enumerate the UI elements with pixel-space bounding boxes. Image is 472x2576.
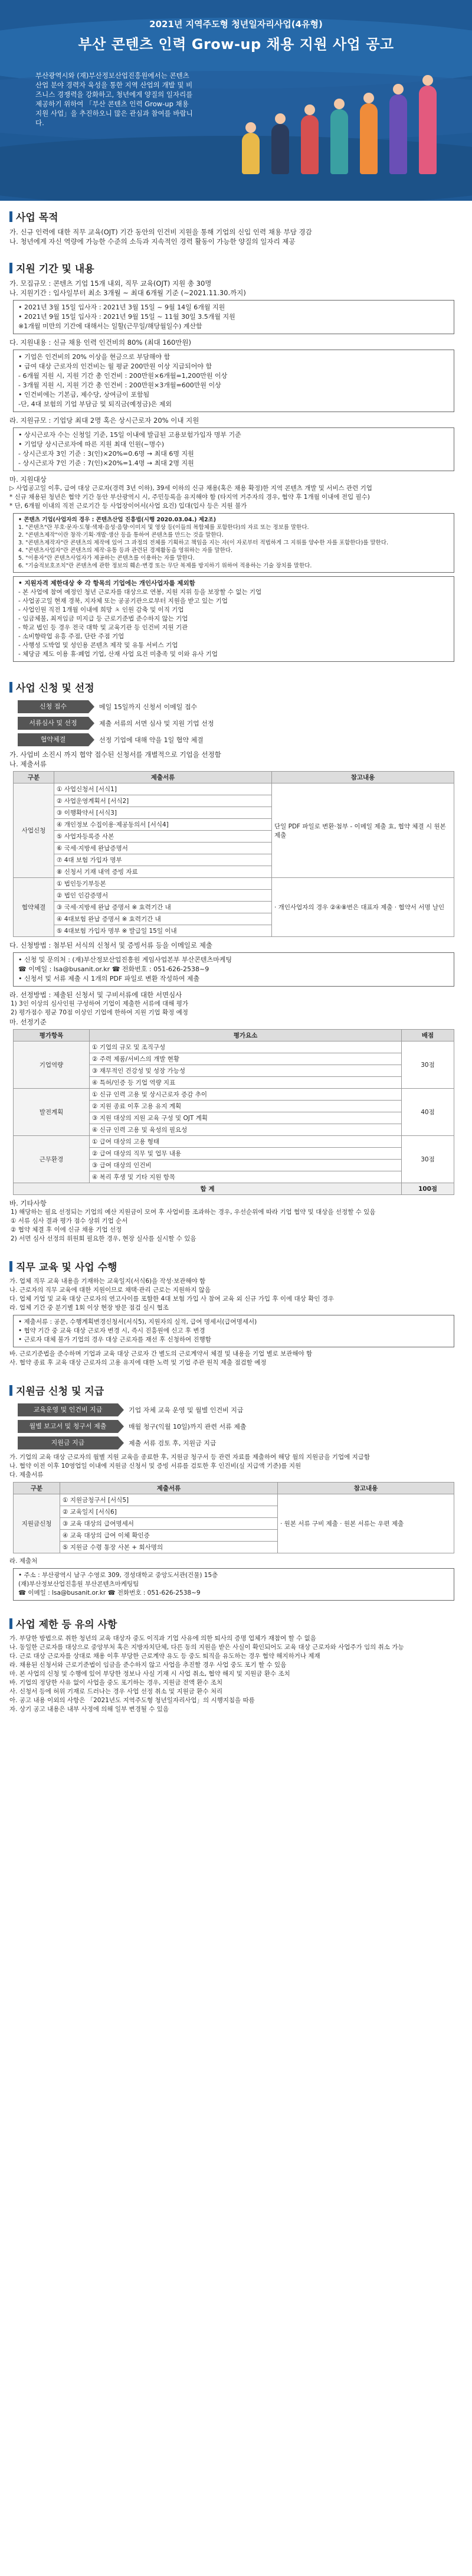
table-header: 제출서류 [60, 1483, 278, 1494]
box-line: • 신청서 및 서류 제출 시 1개의 PDF 파일로 변환 작성하여 제출 [18, 975, 200, 982]
pay-title: 지원금 신청 및 지급 [16, 1386, 104, 1398]
row-document: ③ 이행확약서 [서식3] [54, 807, 272, 819]
purpose-line-2: 나. 청년에게 자신 역량에 가능한 수준의 소득과 지속적인 경력 활동이 가능한 양질의 일자리 제공 [9, 237, 296, 246]
duty-title: 직무 교육 및 사업 수행 [16, 1262, 117, 1274]
box-line: 6. "기술적보호조치"란 콘텐츠에 관한 정보의 훼손·변경 또는 무단 복제를 방지하기 위하여 적용하는 기술 장치를 말한다. [18, 563, 312, 569]
pay-documents-table [13, 1482, 454, 1553]
box-line: • 상시근로자 수는 신청일 기준, 15일 이내에 발급된 고용보험가입자 명부 기준 [18, 431, 241, 439]
box-line: - 사업공고일 현재 경북, 지자체 또는 공공기관으로부터 지원을 받고 있는 기업 [18, 598, 228, 605]
row-group: 협약체결 [14, 878, 54, 937]
box-line: • 기업당 상시근로자에 따른 지원 최대 인원(~명수) [18, 440, 165, 448]
table-row [14, 1136, 454, 1148]
box-line: 1. "콘텐츠"란 부호·문자·도형·색채·음성·음향·이미지 및 영상 등(이들의 복합체를 포함한다)의 자료 또는 정보를 말한다. [18, 524, 309, 531]
box-line: • 협약 기간 중 교육 대상 근로자 변경 시, 즉시 진흥원에 신고 후 변경 [18, 1327, 205, 1334]
flow-step-note: 매월 청구(익월 10일)까지 관련 서류 제출 [129, 1423, 247, 1431]
table-header: 구분 [14, 1483, 60, 1494]
row-document: ④ 개인정보 수집이용·제공동의서 [서식4] [54, 819, 272, 831]
limits-line: 사. 신청서 등에 허위 기재로 드러나는 경우 사업 선정 취소 및 지원금 환수 처리 [9, 1688, 223, 1695]
criteria-table [13, 1029, 454, 1195]
row-document: ⑦ 4대 보험 가입자 명부 [54, 854, 272, 866]
table-header: 평가항목 [14, 1030, 90, 1041]
period-c: 다. 지원내용 : 신규 채용 인력 인건비의 80% (최대 160만원) [9, 338, 191, 347]
table-row [14, 1041, 454, 1053]
box-line: • 2021년 3월 15일 입사자 : 2021년 3월 15일 ~ 9월 14일 6개월 지원 [18, 303, 225, 311]
row-document: ④ 4대보험 완납 증명서 ※ 효력기간 내 [54, 913, 272, 925]
box-line: - 3개월 지원 시, 지원 기간 총 인건비 : 200만원×3개월=600만원 이상 [18, 381, 221, 389]
box-line: • 인건비에는 기본급, 제수당, 상여금이 포함됨 [18, 391, 150, 399]
duty-section [0, 1243, 472, 1367]
limits-line: 바. 기업의 정당한 사유 없이 사업을 중도 포기하는 경우, 지원금 전액 환수 조치 [9, 1679, 223, 1686]
apply-f-line: ② 협약 체결 후 이에 신규 채용 기업 선정 [11, 1226, 122, 1233]
box-line: ※1개월 미만의 기간에 대해서는 일할(근무일/해당월일수) 계산함 [18, 322, 202, 330]
hero-description: 부산광역시와 (재)부산정보산업진흥원에서는 콘텐츠 산업 분야 경력자 육성을 통한 지역 산업의 개발 및 비즈니스 경쟁력을 강화하고, 청년에게 양질의 일자리를 제공하기 위하여 「부산 콘텐츠 인력 Grow-up 채용 지원 사업」을 추진하오니 많은 관심과 참여를 바랍니다. [35, 71, 193, 127]
criteria-item: ① 신규 인력 고용 및 상시근로자 증감 추이 [90, 1089, 402, 1101]
limits-line: 가. 부당한 방법으로 취한 청년의 교육 대상자 중도 이직과 기업 사유에 의한 퇴사의 증명 업체가 재참여 할 수 없음 [9, 1635, 316, 1642]
apply-d-line: 2) 평가점수 평균 70점 이상인 기업에 한하여 지원 기업 확정 예정 [11, 1009, 188, 1016]
criteria-item: ② 주력 제품/서비스의 개발 현황 [90, 1053, 402, 1065]
table-header: 구분 [14, 772, 54, 783]
box-line: - 본 사업에 참여 예정인 청년 근로자를 대상으로 연봉, 지원 지위 등을 보장할 수 없는 기업 [18, 589, 262, 596]
row-document: ④ 교육 대상의 급여 이체 확인증 [60, 1530, 278, 1542]
box-line: • 지원자격 제한대상 ※ 각 항목의 기업에는 개인사업자를 제외함 [18, 580, 195, 587]
duty-box [13, 1315, 454, 1347]
box-line: 3. "콘텐츠제작자"란 콘텐츠의 제작에 있어 그 과정의 전체를 기획하고 책임을 지는 자(이 자로부터 적법하게 그 지위를 양수한 자를 포함한다)를 말한다. [18, 540, 389, 546]
row-document: ⑤ 4대보험 가입자 명부 ※ 발급일 15일 이내 [54, 925, 272, 937]
pay-b: 나. 협약 이전 이후 10영업일 이내에 지원금 신청서 및 증빙 서류를 검토한 후 인건비(실 지급액 기준)를 지원 [9, 1462, 301, 1470]
period-e-line: * 신규 채용된 청년은 협약 기간 동안 부산광역시 시, 주민등록을 유지해야 함 (타지역 거주자의 경우, 협약 후 1개월 이내에 전입 필수) [9, 494, 370, 501]
flow-step-label: 지원금 지급 [18, 1436, 118, 1449]
flow-step-note: 제출 서류 검토 후, 지원금 지급 [129, 1439, 217, 1447]
row-document: ⑥ 국세·지방세 완납증명서 [54, 843, 272, 854]
duty-more: 사. 협약 종료 후 교육 대상 근로자의 고용 유지에 대한 노력 및 기업 주관 원칙 제출 점검할 예정 [9, 1359, 267, 1366]
hero-top-title: 2021년 지역주도형 청년일자리사업(4유형) [149, 19, 323, 30]
box-line: - 6개월 지원 시, 지원 기간 총 인건비 : 200만원×6개월=1,200만원 이상 [18, 372, 228, 380]
apply-b: 나. 제출서류 [9, 760, 47, 768]
apply-a: 가. 사업비 소진시 까지 협약 접수된 신청서를 개별적으로 기업을 선정함 [9, 750, 221, 759]
row-document: ① 사업신청서 [서식1] [54, 783, 272, 795]
criteria-item: ④ 특허/인증 등 기업 역량 지표 [90, 1077, 402, 1089]
period-e-title: 마. 지원대상 [9, 475, 47, 484]
pay-a: 가. 기업의 교육 대상 근로자의 월별 지원 교육을 종료한 후, 지원금 청구서 등 관련 자료를 제출하여 해당 월의 지원금을 기업에 지급함 [9, 1454, 371, 1461]
hero-main-title: 부산 콘텐츠 인력 Grow-up 채용 지원 사업 공고 [78, 36, 394, 53]
box-line: • 급여 대상 근로자의 인건비는 월 평균 200만원 이상 지급되어야 함 [18, 363, 212, 370]
total-label: 합 계 [14, 1183, 402, 1195]
flow-step-note: 선정 기업에 대해 약을 1일 협약 체결 [99, 736, 204, 744]
criteria-item: ② 지원 종료 이후 고용 유지 계획 [90, 1101, 402, 1112]
duty-line: 가. 업체 직무 교육 내용을 기재하는 교육일지(서식6)을 작성·보관해야 함 [9, 1278, 206, 1285]
criteria-item: ③ 급여 대상의 인건비 [90, 1160, 402, 1171]
box-line: (재)부산정보산업진흥원 부산콘텐츠마케팅팀 [18, 1581, 139, 1588]
box-line: - 상시근로자 3인 기준 : 3(인)×20%=0.6명 → 최대 6명 지원 [18, 450, 194, 458]
box-line: - 사업인원 직전 1개월 이내에 희망 ㅊ 인원 감축 및 이직 기업 [18, 606, 184, 613]
table-row [14, 878, 454, 890]
limits-line: 라. 채용된 신청서와 근로기준법이 임금을 준수하지 않고 사업을 추진할 경우 사업 중도 포기 할 수 있음 [9, 1661, 287, 1669]
table-row [14, 783, 454, 795]
table-header: 참고내용 [278, 1483, 454, 1494]
box-line: - 체당금 제도 이용 휴·폐업 기업, 산재 사업 요건 미충족 및 이와 유사 기업 [18, 651, 218, 658]
flow-step-note: 메일 15일까지 신청서 이메일 접수 [99, 703, 198, 711]
box-line: 5. "이용자"란 콘텐츠사업자가 제공하는 콘텐츠를 이용하는 자를 말한다. [18, 555, 195, 561]
period-b: 나. 지원기간 : 입사일부터 최소 3개월 ~ 최대 6개월 기준 (~2021.11.30.까지) [9, 289, 246, 297]
box-line: - 상시근로자 7인 기준 : 7(인)×20%=1.4명 → 최대 2명 지원 [18, 459, 194, 467]
flow-step [18, 1403, 472, 1416]
criteria-score: 30점 [402, 1136, 454, 1183]
apply-f-line: 2) 서면 심사 선정의 위원회 필요한 경우, 현장 실사를 실시할 수 있음 [11, 1235, 196, 1242]
period-d: 라. 지원규모 : 기업당 최대 2명 혹은 상시근로자 20% 이내 지원 [9, 416, 199, 425]
row-document: ⑧ 신청서 기재 내역 증빙 자료 [54, 866, 272, 878]
flow-step-label: 교육운영 및 인건비 지급 [18, 1403, 118, 1416]
period-box-2 [13, 350, 454, 412]
apply-f-line: 1) 해당하는 필요 선정되는 기업의 예산 지원금이 모여 후 사업비를 조과하는 경우, 우선순위에 따라 기업 협약 및 대상을 선정할 수 있음 [11, 1209, 376, 1216]
limits-line: 아. 공고 내용 이외의 사항은 「2021년도 지역주도형 청년일자리사업」의 시행지침을 따름 [9, 1697, 255, 1704]
box-line: - 소비향락업 유흥 주점, 단란 주점 기업 [18, 633, 124, 640]
criteria-item: ③ 지원 대상의 지원 교육 구성 및 OJT 계획 [90, 1112, 402, 1124]
row-document: ③ 교육 대상의 급여명세서 [60, 1518, 278, 1530]
box-line: • 신청 및 문의처 : (재)부산정보산업진흥원 게임사업본부 부산콘텐츠마케팅 [18, 956, 232, 964]
table-header: 평가요소 [90, 1030, 402, 1041]
period-e-line: * 단, 6개월 이내의 직전 근로기간 등 사업장이어서(사업 요건) 입대(입사 등은 지원 불가 [9, 502, 247, 510]
criteria-item: ④ 복리 후생 및 기타 지원 항목 [90, 1171, 402, 1183]
row-document: ② 사업운영계획서 [서식2] [54, 795, 272, 807]
flow-step [18, 717, 472, 730]
apply-e: 마. 선정기준 [9, 1018, 47, 1026]
table-row [14, 1494, 454, 1506]
flow-step-note: 기업 자체 교육 운영 및 월별 인건비 지급 [129, 1406, 244, 1414]
table-header: 배점 [402, 1030, 454, 1041]
period-box [13, 300, 454, 334]
box-line: 2. "콘텐츠제작"이란 창작·기획·개발·생산 등을 통하여 콘텐츠를 만드는 것을 말한다. [18, 532, 224, 538]
box-line: - 임금체불, 최저임금 미지급 등 근로기준법 준수하지 않는 기업 [18, 615, 188, 622]
row-note: 단일 PDF 파일로 변환·첨부 - 이메일 제출 효, 협약 체결 시 원본 제출 [272, 783, 454, 878]
row-document: ⑤ 사업자등록증 사본 [54, 831, 272, 843]
pay-c: 다. 제출서류 [9, 1471, 44, 1478]
purpose-title: 사업 목적 [16, 212, 58, 224]
period-section [0, 246, 472, 662]
criteria-item: ① 급여 대상의 고용 형태 [90, 1136, 402, 1148]
period-title: 지원 기간 및 내용 [16, 263, 94, 275]
flow-step-note: 제출 서류의 서면 심사 및 지원 기업 선정 [99, 720, 214, 727]
row-document: ① 지원금청구서 [서식5] [60, 1494, 278, 1506]
total-score: 100점 [402, 1183, 454, 1195]
row-note: · 원본 서류 구비 제출 · 원본 서류는 우편 제출 [278, 1494, 454, 1553]
flow-step-label: 서류심사 및 선정 [18, 717, 88, 730]
criteria-category: 근무환경 [14, 1136, 90, 1183]
restriction-box [13, 576, 454, 662]
documents-table [13, 771, 454, 937]
duty-line: 라. 업체 기간 중 분기별 1회 이상 현장 방문 점검 실시 협조 [9, 1304, 169, 1311]
criteria-item: ③ 재무적인 건강성 및 성장 가능성 [90, 1065, 402, 1077]
content-law-box [13, 513, 454, 573]
row-document: ① 법인등기부등본 [54, 878, 272, 890]
flow-step-label: 월별 보고서 및 청구서 제출 [18, 1420, 118, 1433]
limits-line: 나. 동일한 근로자를 대상으로 중앙부처 혹은 지방자치단체, 다른 동의 지원을 받은 사실이 확인되어도 교육 대상 근로자와 사업주가 임의 취소 가능 [9, 1644, 404, 1651]
limits-line: 자. 상기 공고 내용은 내부 사정에 의해 일부 변경될 수 있음 [9, 1706, 169, 1713]
pay-section [0, 1367, 472, 1601]
flow-step [18, 700, 472, 713]
contact-box [13, 952, 454, 987]
box-line: • 기업은 인건비의 20% 이상을 현금으로 부담해야 함 [18, 353, 171, 361]
box-line: 4. "콘텐츠사업자"란 콘텐츠의 제작·유통 등과 관련된 경제활동을 영위하는 자를 말한다. [18, 547, 233, 554]
flow-step [18, 1436, 472, 1449]
row-document: ⑤ 지원금 수령 통장 사본 + 회사명의 [60, 1542, 278, 1553]
limits-title: 사업 제한 등 유의 사항 [16, 1619, 117, 1631]
criteria-category: 발전계획 [14, 1089, 90, 1136]
duty-line: 나. 근로자의 직무 교육에 대한 지원이므로 채택·관리 근로는 지원하지 않음 [9, 1287, 211, 1294]
flow-step-label: 신청 접수 [18, 700, 88, 713]
apply-f-line: ① 서류 심사 결과 평가 점수 상위 기업 순서 [11, 1217, 128, 1225]
criteria-item: ④ 신규 인력 고용 및 육성의 필요성 [90, 1124, 402, 1136]
apply-c: 다. 신청방법 : 첨부된 서식의 신청서 및 증빙서류 등을 이메일로 제출 [9, 941, 213, 949]
period-a: 가. 모집규모 : 콘텐츠 기업 15개 내외, 직무 교육(OJT) 지원 총 30명 [9, 279, 212, 288]
box-head: • 콘텐츠 기업(사업자의 경우 : 콘텐츠산업 진흥법(시행 2020.03.04.) 제2조) [18, 517, 217, 523]
row-group: 지원금신청 [14, 1494, 60, 1553]
purpose-section [0, 201, 472, 246]
criteria-category: 기업역량 [14, 1041, 90, 1089]
box-line: - 사행성 도박업 및 성인용 콘텐츠 제작 및 유통 서비스 기업 [18, 642, 178, 649]
table-row [14, 1089, 454, 1101]
table-header: 제출서류 [54, 772, 272, 783]
flow-step-label: 협약체결 [18, 733, 88, 746]
box-line: - 학교 법인 등 경우 전국 대학 및 교육기관 등 인건비 지원 기관 [18, 624, 188, 631]
row-document: ② 교육일지 [서식6] [60, 1506, 278, 1518]
apply-f: 바. 기타사항 [9, 1199, 47, 1207]
flow-step [18, 733, 472, 746]
hero-illustration [224, 56, 448, 174]
box-line: • 2021년 9월 15일 입사자 : 2021년 9월 15일 ~ 11월 30일 3.5개월 지원 [18, 313, 235, 321]
row-group: 사업신청 [14, 783, 54, 878]
limits-line: 다. 근로 대상 근로자를 상대로 채용 이후 부당한 근로계약 유도 등 중도 퇴직을 유도하는 경우 협약 해지하거나 제재 [9, 1653, 320, 1660]
box-line: • 제출서류 : 공문, 수행계획변경신청서(서식5), 지원자의 실적, 급여 명세서(급여명세서) [18, 1318, 257, 1325]
apply-section [0, 662, 472, 1243]
criteria-item: ② 급여 대상의 직무 및 업무 내용 [90, 1148, 402, 1160]
period-box-3 [13, 427, 454, 471]
contact-email[interactable]: ☎ 이메일 : lsa@busanit.or.kr ☎ 전화번호 : 051-626-2538~9 [18, 965, 209, 973]
flow-step [18, 1420, 472, 1433]
criteria-score: 30점 [402, 1041, 454, 1089]
apply-title: 사업 신청 및 선정 [16, 683, 94, 694]
contact-email[interactable]: ☎ 이메일 : lsa@busanit.or.kr ☎ 전화번호 : 051-626-2538~9 [18, 1589, 201, 1596]
row-document: ③ 국세·지방세 완납 증명서 ※ 효력기간 내 [54, 902, 272, 913]
limits-section [0, 1601, 472, 1714]
pay-address-box [13, 1568, 454, 1601]
duty-more: 바. 근로기준법을 준수하며 기업과 교육 대상 근로자 간 별도의 근로계약서 체결 및 내용을 기업 별로 보관해야 함 [9, 1350, 313, 1357]
box-line: -단, 4대 보험의 기업 부담금 및 퇴직금(예정금)은 제외 [18, 400, 172, 408]
purpose-line-1: 가. 신규 인력에 대한 직무 교육(OJT) 기간 동안의 인건비 지원을 통해 기업의 신입 인력 채용 부담 경감 [9, 228, 312, 236]
table-header: 참고내용 [272, 772, 454, 783]
period-e-line: ▷ 사업공고일 이후, 급여 대상 근로자(경력 3년 이하), 39세 이하의 신규 채용(혹은 채용 확정)한 지역 콘텐츠 개발 및 서비스 관련 기업 [9, 485, 372, 492]
apply-d: 라. 선정방법 : 제출된 신청서 및 구비서류에 대한 서면심사 [9, 991, 182, 999]
row-document: ② 법인 인감증명서 [54, 890, 272, 902]
duty-line: 다. 업체 기업 및 교육 대상 근로자의 연고사이를 포함한 4대 보험 가입 사 참여 교육 외 신규 가입 후 이에 대상 확인 경우 [9, 1295, 335, 1302]
hero-banner [0, 0, 472, 201]
row-note: · 개인사업자의 경우 ②④⑧번은 대표자 제출 · 협약서 서명 날인 [272, 878, 454, 937]
limits-line: 마. 본 사업의 신청 및 수행에 있어 부당한 정보나 사실 기재 시 사업 취소, 협약 해지 및 지원금 환수 조치 [9, 1670, 290, 1677]
apply-d-line: 1) 3인 이상의 심사인원 구성하여 기업이 제출한 서류에 대해 평가 [11, 1000, 189, 1007]
criteria-item: ① 기업의 규모 및 조직구성 [90, 1041, 402, 1053]
box-line: • 근로자 대체 불가 기업의 경우 대상 근로자를 재선 후 신청하여 진행함 [18, 1336, 211, 1343]
box-line: • 주소 : 부산광역시 남구 수영로 309, 경성대학교 중앙도서관(건물) 15층 [18, 1572, 218, 1579]
criteria-score: 40점 [402, 1089, 454, 1136]
pay-d: 라. 제출처 [9, 1558, 38, 1565]
